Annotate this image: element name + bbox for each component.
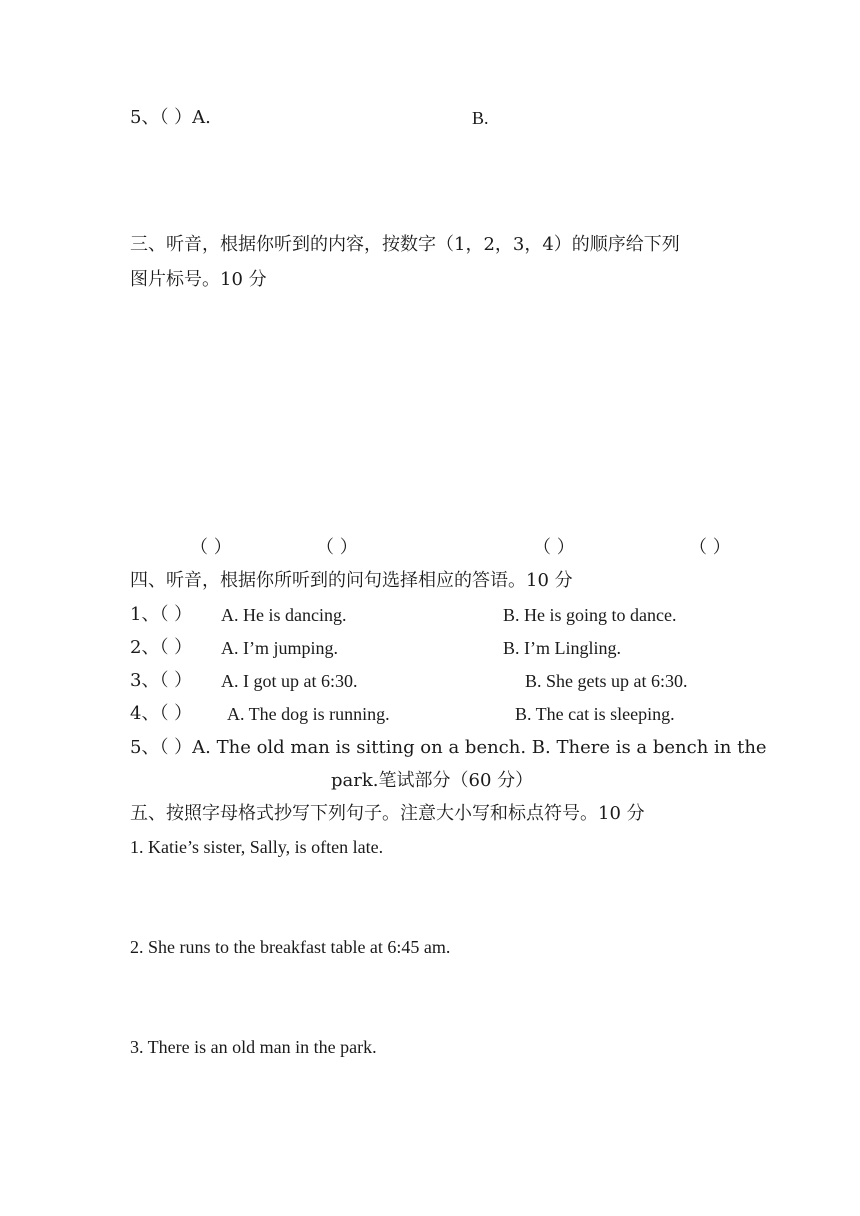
section4-title: 四、听音，根据你所听到的问句选择相应的答语。10 分 [130,570,573,591]
section2-item5-option-b: B. [472,108,489,128]
section4-item2-num: 2、（ ） [130,637,193,658]
copy-sentence-2: 2. She runs to the breakfast table at 6:45 am. [130,937,451,957]
section4-item2-option-a: A. I’m jumping. [221,638,338,658]
section4-item1-option-a: A. He is dancing. [221,605,347,625]
section2-item5-label: 5、（ ）A. [130,107,211,128]
section5-title: 五、按照字母格式抄写下列句子。注意大小写和标点符号。10 分 [130,803,645,824]
section4-item1-option-b: B. He is going to dance. [503,605,677,625]
picture-bracket-2: （ ） [316,537,358,558]
section4-item2-option-b: B. I’m Lingling. [503,638,621,658]
section3-title-line2: 图片标号。10 分 [130,269,267,290]
picture-bracket-4: （ ） [689,537,731,558]
section4-item3-option-a: A. I got up at 6:30. [221,671,358,691]
section4-item3-num: 3、（ ） [130,670,193,691]
section4-item5-line1: 5、（ ）A. The old man is sitting on a bench. B. There is a bench in the [130,737,767,758]
copy-sentence-1: 1. Katie’s sister, Sally, is often late. [130,837,384,857]
section4-item3-option-b: B. She gets up at 6:30. [525,671,688,691]
section4-item5-line2: park.笔试部分（60 分） [331,770,534,791]
section4-item4-option-a: A. The dog is running. [227,704,390,724]
copy-sentence-3: 3. There is an old man in the park. [130,1037,377,1057]
section4-item4-option-b: B. The cat is sleeping. [515,704,675,724]
section4-item1-num: 1、（ ） [130,604,193,625]
picture-bracket-3: （ ） [533,537,575,558]
picture-bracket-1: （ ） [190,537,232,558]
section3-title-line1: 三、听音，根据你听到的内容，按数字（1，2，3，4）的顺序给下列 [130,234,680,255]
section4-item4-num: 4、（ ） [130,703,193,724]
